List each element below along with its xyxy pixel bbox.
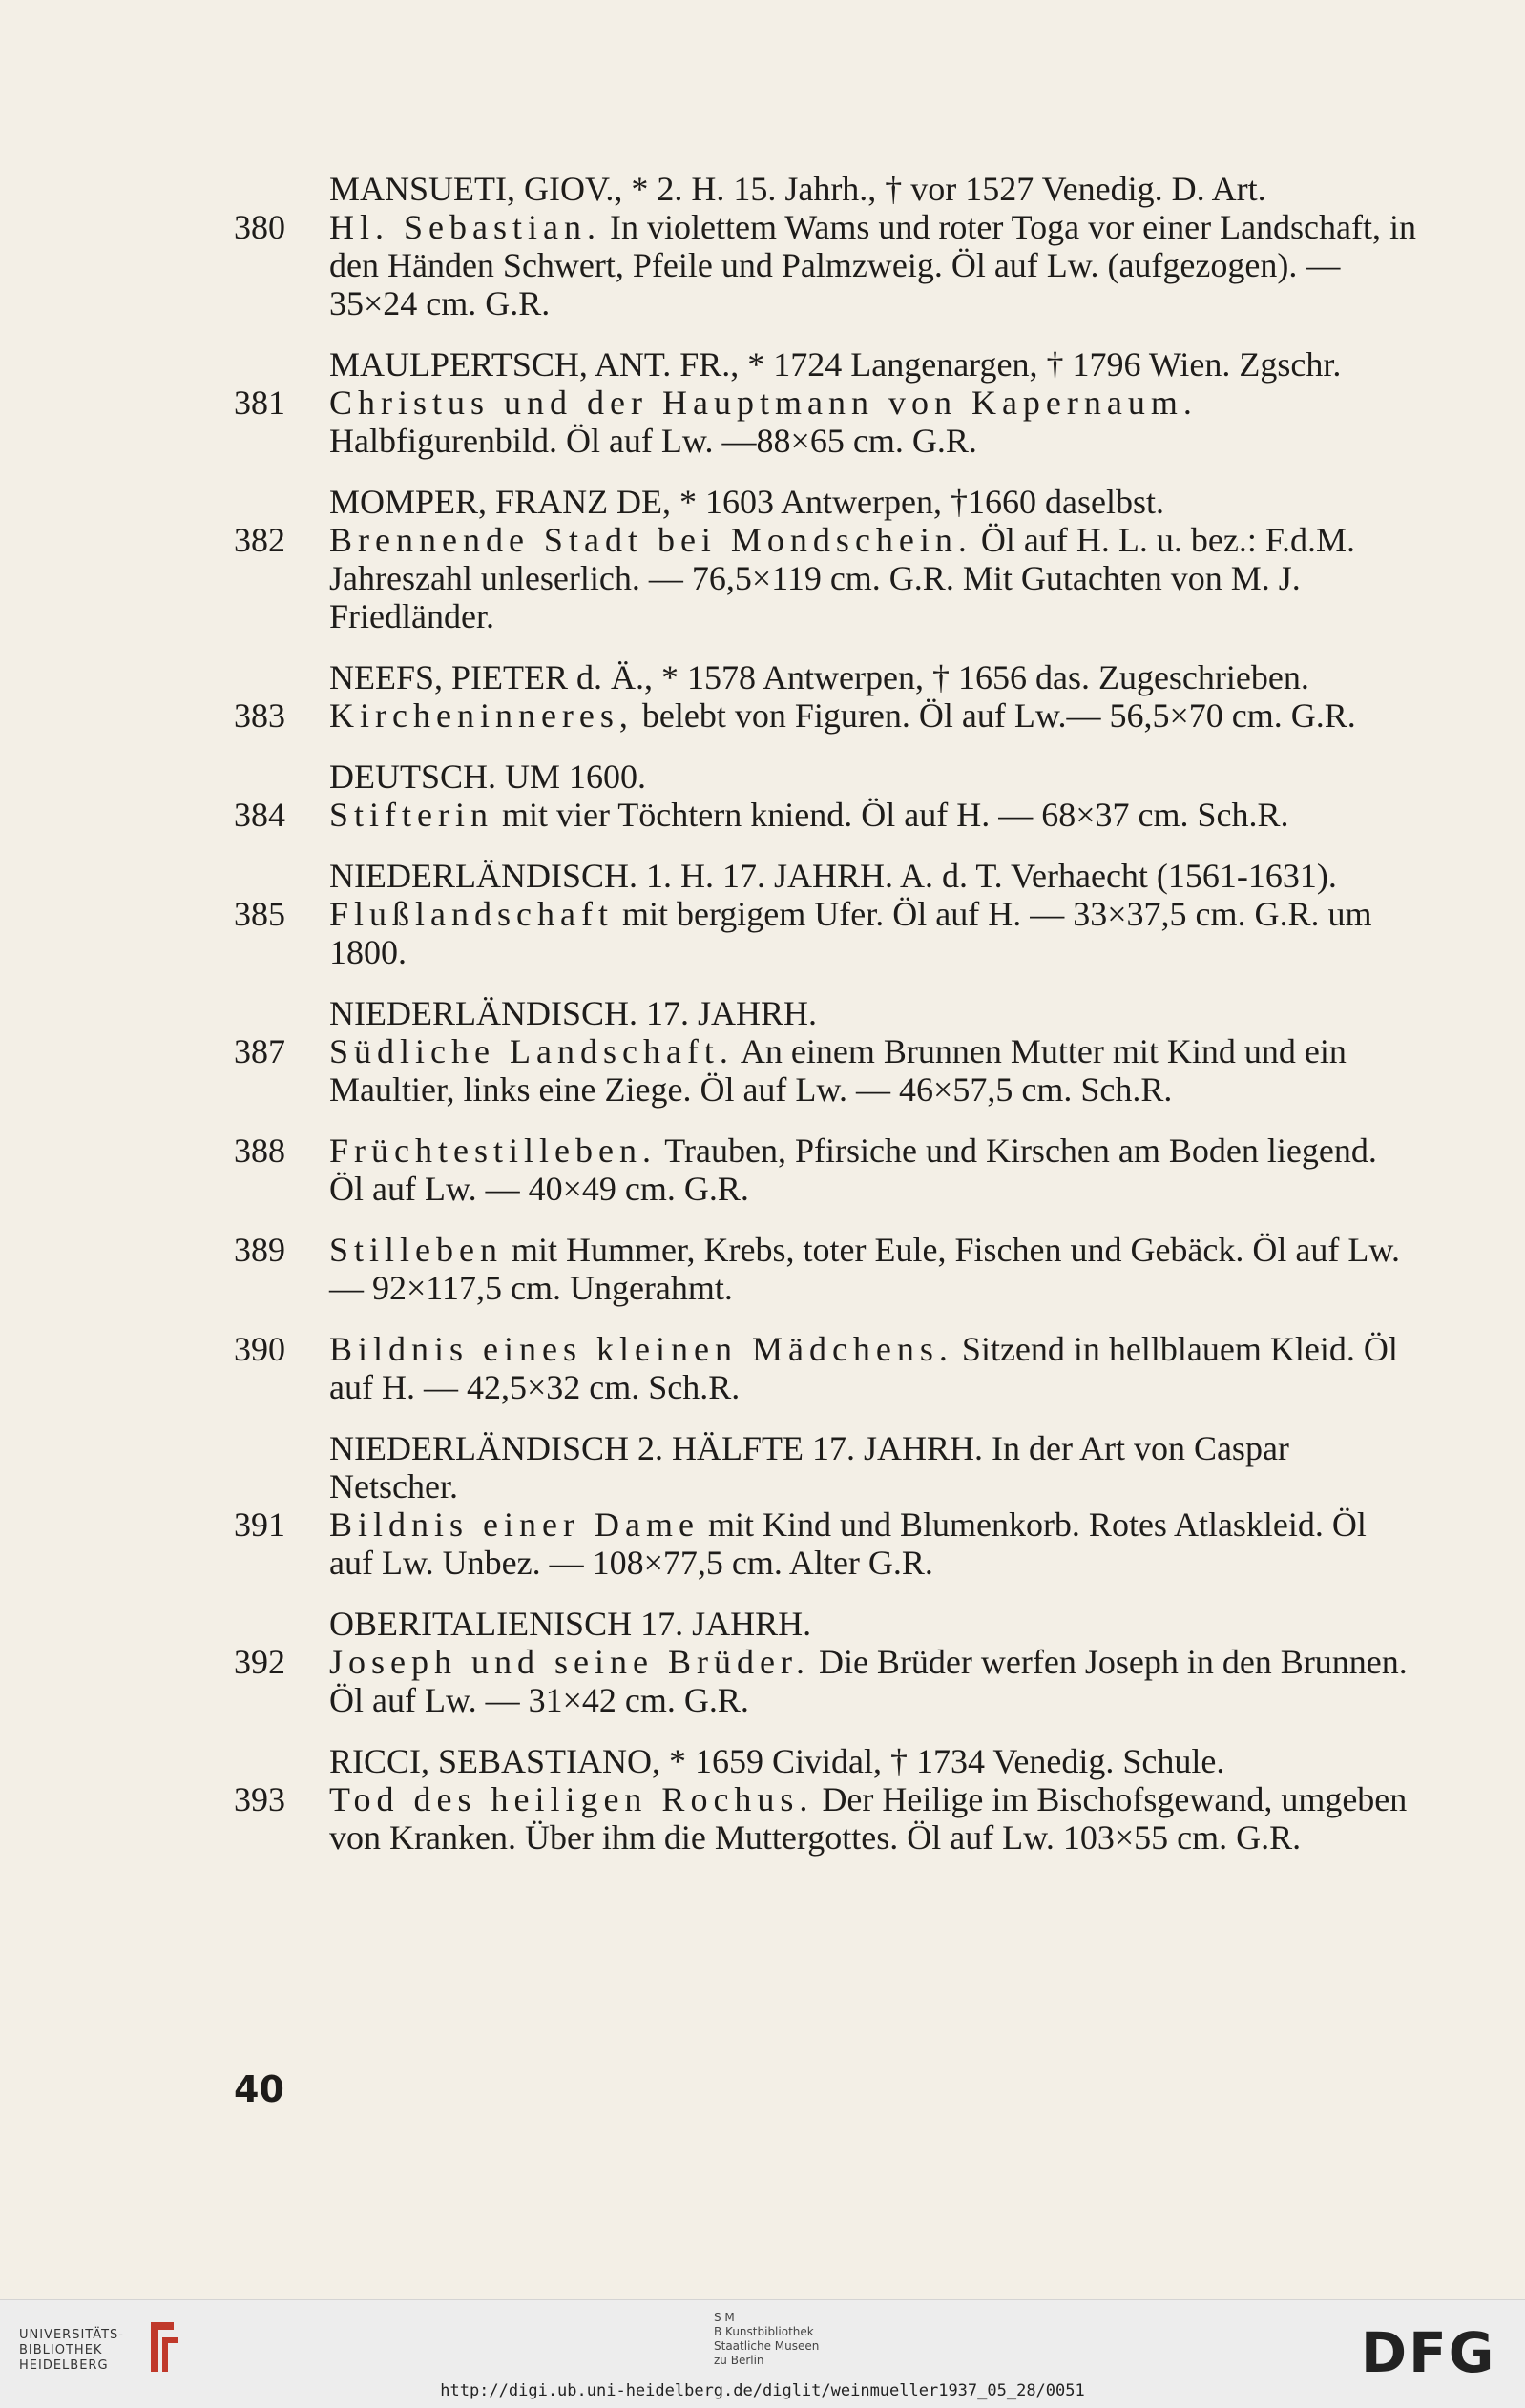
- entry-body: [329, 895, 1417, 971]
- artist-heading: MAULPERTSCH, ANT. FR., * 1724 Langenargen, † 1796 Wien. Zgschr.: [329, 345, 1342, 384]
- artist-heading: MANSUETI, GIOV., * 2. H. 15. Jahrh., † vor 1527 Venedig. D. Art.: [329, 170, 1266, 208]
- artist-heading: DEUTSCH. UM 1600.: [329, 758, 647, 796]
- artwork-title: Brennende Stadt bei Mondschein.: [329, 521, 972, 559]
- artwork-description: Die Brüder werfen Joseph in den Brunnen. Öl auf Lw. — 31×42 cm. G.R.: [329, 1643, 1408, 1719]
- artwork-description: belebt von Figuren. Öl auf Lw.— 56,5×70 cm. G.R.: [633, 696, 1356, 735]
- artist-heading: MOMPER, FRANZ DE, * 1603 Antwerpen, †1660 daselbst.: [329, 483, 1164, 521]
- artwork-title: Stilleben: [329, 1231, 503, 1269]
- catalog-entry: [234, 1505, 1417, 1582]
- entry-body: [329, 1231, 1417, 1307]
- entry-body: [329, 1032, 1417, 1109]
- artist-heading: OBERITALIENISCH 17. JAHRH.: [329, 1605, 812, 1643]
- artwork-description: mit bergigem Ufer. Öl auf H. — 33×37,5 cm. G.R. um 1800.: [329, 895, 1372, 971]
- artwork-description: mit Kind und Blumenkorb. Rotes Atlaskleid. Öl auf Lw. Unbez. — 108×77,5 cm. Alter G.R.: [329, 1505, 1367, 1582]
- catalog-entry: [234, 521, 1417, 635]
- artist-heading: NIEDERLÄNDISCH. 17. JAHRH.: [329, 994, 817, 1032]
- artwork-title: Hl. Sebastian.: [329, 208, 601, 246]
- lot-number: 382: [234, 521, 285, 559]
- lot-number: 385: [234, 895, 285, 933]
- artwork-description: In violettem Wams und roter Toga vor einer Landschaft, in den Händen Schwert, Pfeile und Palmzweig. Öl auf Lw. (aufgezogen). — 35×24 cm. G.R.: [329, 208, 1416, 322]
- artist-heading: NIEDERLÄNDISCH. 1. H. 17. JAHRH. A. d. T. Verhaecht (1561-1631).: [329, 857, 1337, 895]
- entry-body: [329, 1643, 1417, 1719]
- university-seal-icon: [141, 2316, 185, 2377]
- artwork-title: Joseph und seine Brüder.: [329, 1643, 810, 1681]
- library-credit: [714, 2311, 867, 2368]
- catalog-text: [234, 170, 1417, 1857]
- library-line-1: S M: [714, 2311, 735, 2324]
- entry-body: [329, 384, 1417, 460]
- lot-number: 391: [234, 1505, 285, 1544]
- artwork-title: Früchtestilleben.: [329, 1131, 657, 1170]
- university-line-3: HEIDELBERG: [19, 2358, 109, 2373]
- entry-body: [329, 1330, 1417, 1406]
- lot-number: 388: [234, 1131, 285, 1170]
- artwork-description: Der Heilige im Bischofsgewand, umgeben von Kranken. Über ihm die Muttergottes. Öl auf Lw. 103×55 cm. G.R.: [329, 1780, 1408, 1857]
- catalog-entry: [234, 1231, 1417, 1307]
- artwork-description: mit vier Töchtern kniend. Öl auf H. — 68×37 cm. Sch.R.: [492, 796, 1289, 834]
- artwork-title: Kircheninneres,: [329, 696, 634, 735]
- lot-number: 384: [234, 796, 285, 834]
- catalog-entry: [234, 1131, 1417, 1208]
- catalog-entry: [234, 1643, 1417, 1719]
- entry-body: [329, 208, 1417, 322]
- page-number: 40: [234, 2068, 284, 2110]
- artwork-title: Tod des heiligen Rochus.: [329, 1780, 814, 1818]
- catalog-entry: [234, 1032, 1417, 1109]
- university-library-name[interactable]: [19, 2328, 143, 2374]
- lot-number: 380: [234, 208, 285, 246]
- dfg-logo[interactable]: DFG: [1361, 2320, 1496, 2385]
- artist-heading: NIEDERLÄNDISCH 2. HÄLFTE 17. JAHRH. In der Art von Caspar Netscher.: [329, 1429, 1289, 1505]
- artwork-title: Südliche Landschaft.: [329, 1032, 734, 1070]
- lot-number: 390: [234, 1330, 285, 1368]
- artwork-description: Trauben, Pfirsiche und Kirschen am Boden liegend. Öl auf Lw. — 40×49 cm. G.R.: [329, 1131, 1377, 1208]
- artwork-description: mit Hummer, Krebs, toter Eule, Fischen und Gebäck. Öl auf Lw. — 92×117,5 cm. Ungerahmt.: [329, 1231, 1400, 1307]
- artwork-title: Stifterin: [329, 796, 493, 834]
- catalog-entry: [234, 796, 1417, 834]
- artwork-title: Flußlandschaft: [329, 895, 614, 933]
- university-line-1: UNIVERSITÄTS-: [19, 2328, 124, 2342]
- artist-heading: RICCI, SEBASTIANO, * 1659 Cividal, † 1734 Venedig. Schule.: [329, 1742, 1225, 1780]
- lot-number: 393: [234, 1780, 285, 1818]
- lot-number: 381: [234, 384, 285, 422]
- artwork-description: Halbfigurenbild. Öl auf Lw. —88×65 cm. G.R.: [329, 422, 977, 460]
- library-line-3: Staatliche Museen: [714, 2339, 820, 2353]
- entry-body: [329, 521, 1417, 635]
- library-line-2: B Kunstbibliothek: [714, 2325, 814, 2338]
- entry-body: [329, 796, 1417, 834]
- entry-body: [329, 696, 1417, 735]
- university-line-2: BIBLIOTHEK: [19, 2343, 103, 2357]
- artwork-description: An einem Brunnen Mutter mit Kind und ein Maultier, links eine Ziege. Öl auf Lw. — 46×57,5 cm. Sch.R.: [329, 1032, 1347, 1109]
- lot-number: 387: [234, 1032, 285, 1070]
- entry-body: [329, 1505, 1417, 1582]
- artwork-description: Sitzend in hellblauem Kleid. Öl auf H. — 42,5×32 cm. Sch.R.: [329, 1330, 1398, 1406]
- catalog-entry: [234, 208, 1417, 322]
- permalink-url[interactable]: http://digi.ub.uni-heidelberg.de/diglit/weinmueller1937_05_28/0051: [440, 2381, 1085, 2400]
- lot-number: 383: [234, 696, 285, 735]
- catalog-entry: [234, 696, 1417, 735]
- entry-body: [329, 1780, 1417, 1857]
- catalog-entry: [234, 1780, 1417, 1857]
- lot-number: 389: [234, 1231, 285, 1269]
- artwork-title: Bildnis einer Dame: [329, 1505, 700, 1544]
- artist-heading: NEEFS, PIETER d. Ä., * 1578 Antwerpen, † 1656 das. Zugeschrieben.: [329, 658, 1309, 696]
- catalog-entry: [234, 384, 1417, 460]
- artwork-description: Öl auf H. L. u. bez.: F.d.M. Jahreszahl unleserlich. — 76,5×119 cm. G.R. Mit Gutachten von M. J. Friedländer.: [329, 521, 1355, 635]
- library-line-4: zu Berlin: [714, 2354, 764, 2367]
- entry-body: [329, 1131, 1417, 1208]
- artwork-title: Bildnis eines kleinen Mädchens.: [329, 1330, 953, 1368]
- catalog-entry: [234, 1330, 1417, 1406]
- artwork-title: Christus und der Hauptmann von Kapernaum.: [329, 384, 1198, 422]
- catalog-entry: [234, 895, 1417, 971]
- lot-number: 392: [234, 1643, 285, 1681]
